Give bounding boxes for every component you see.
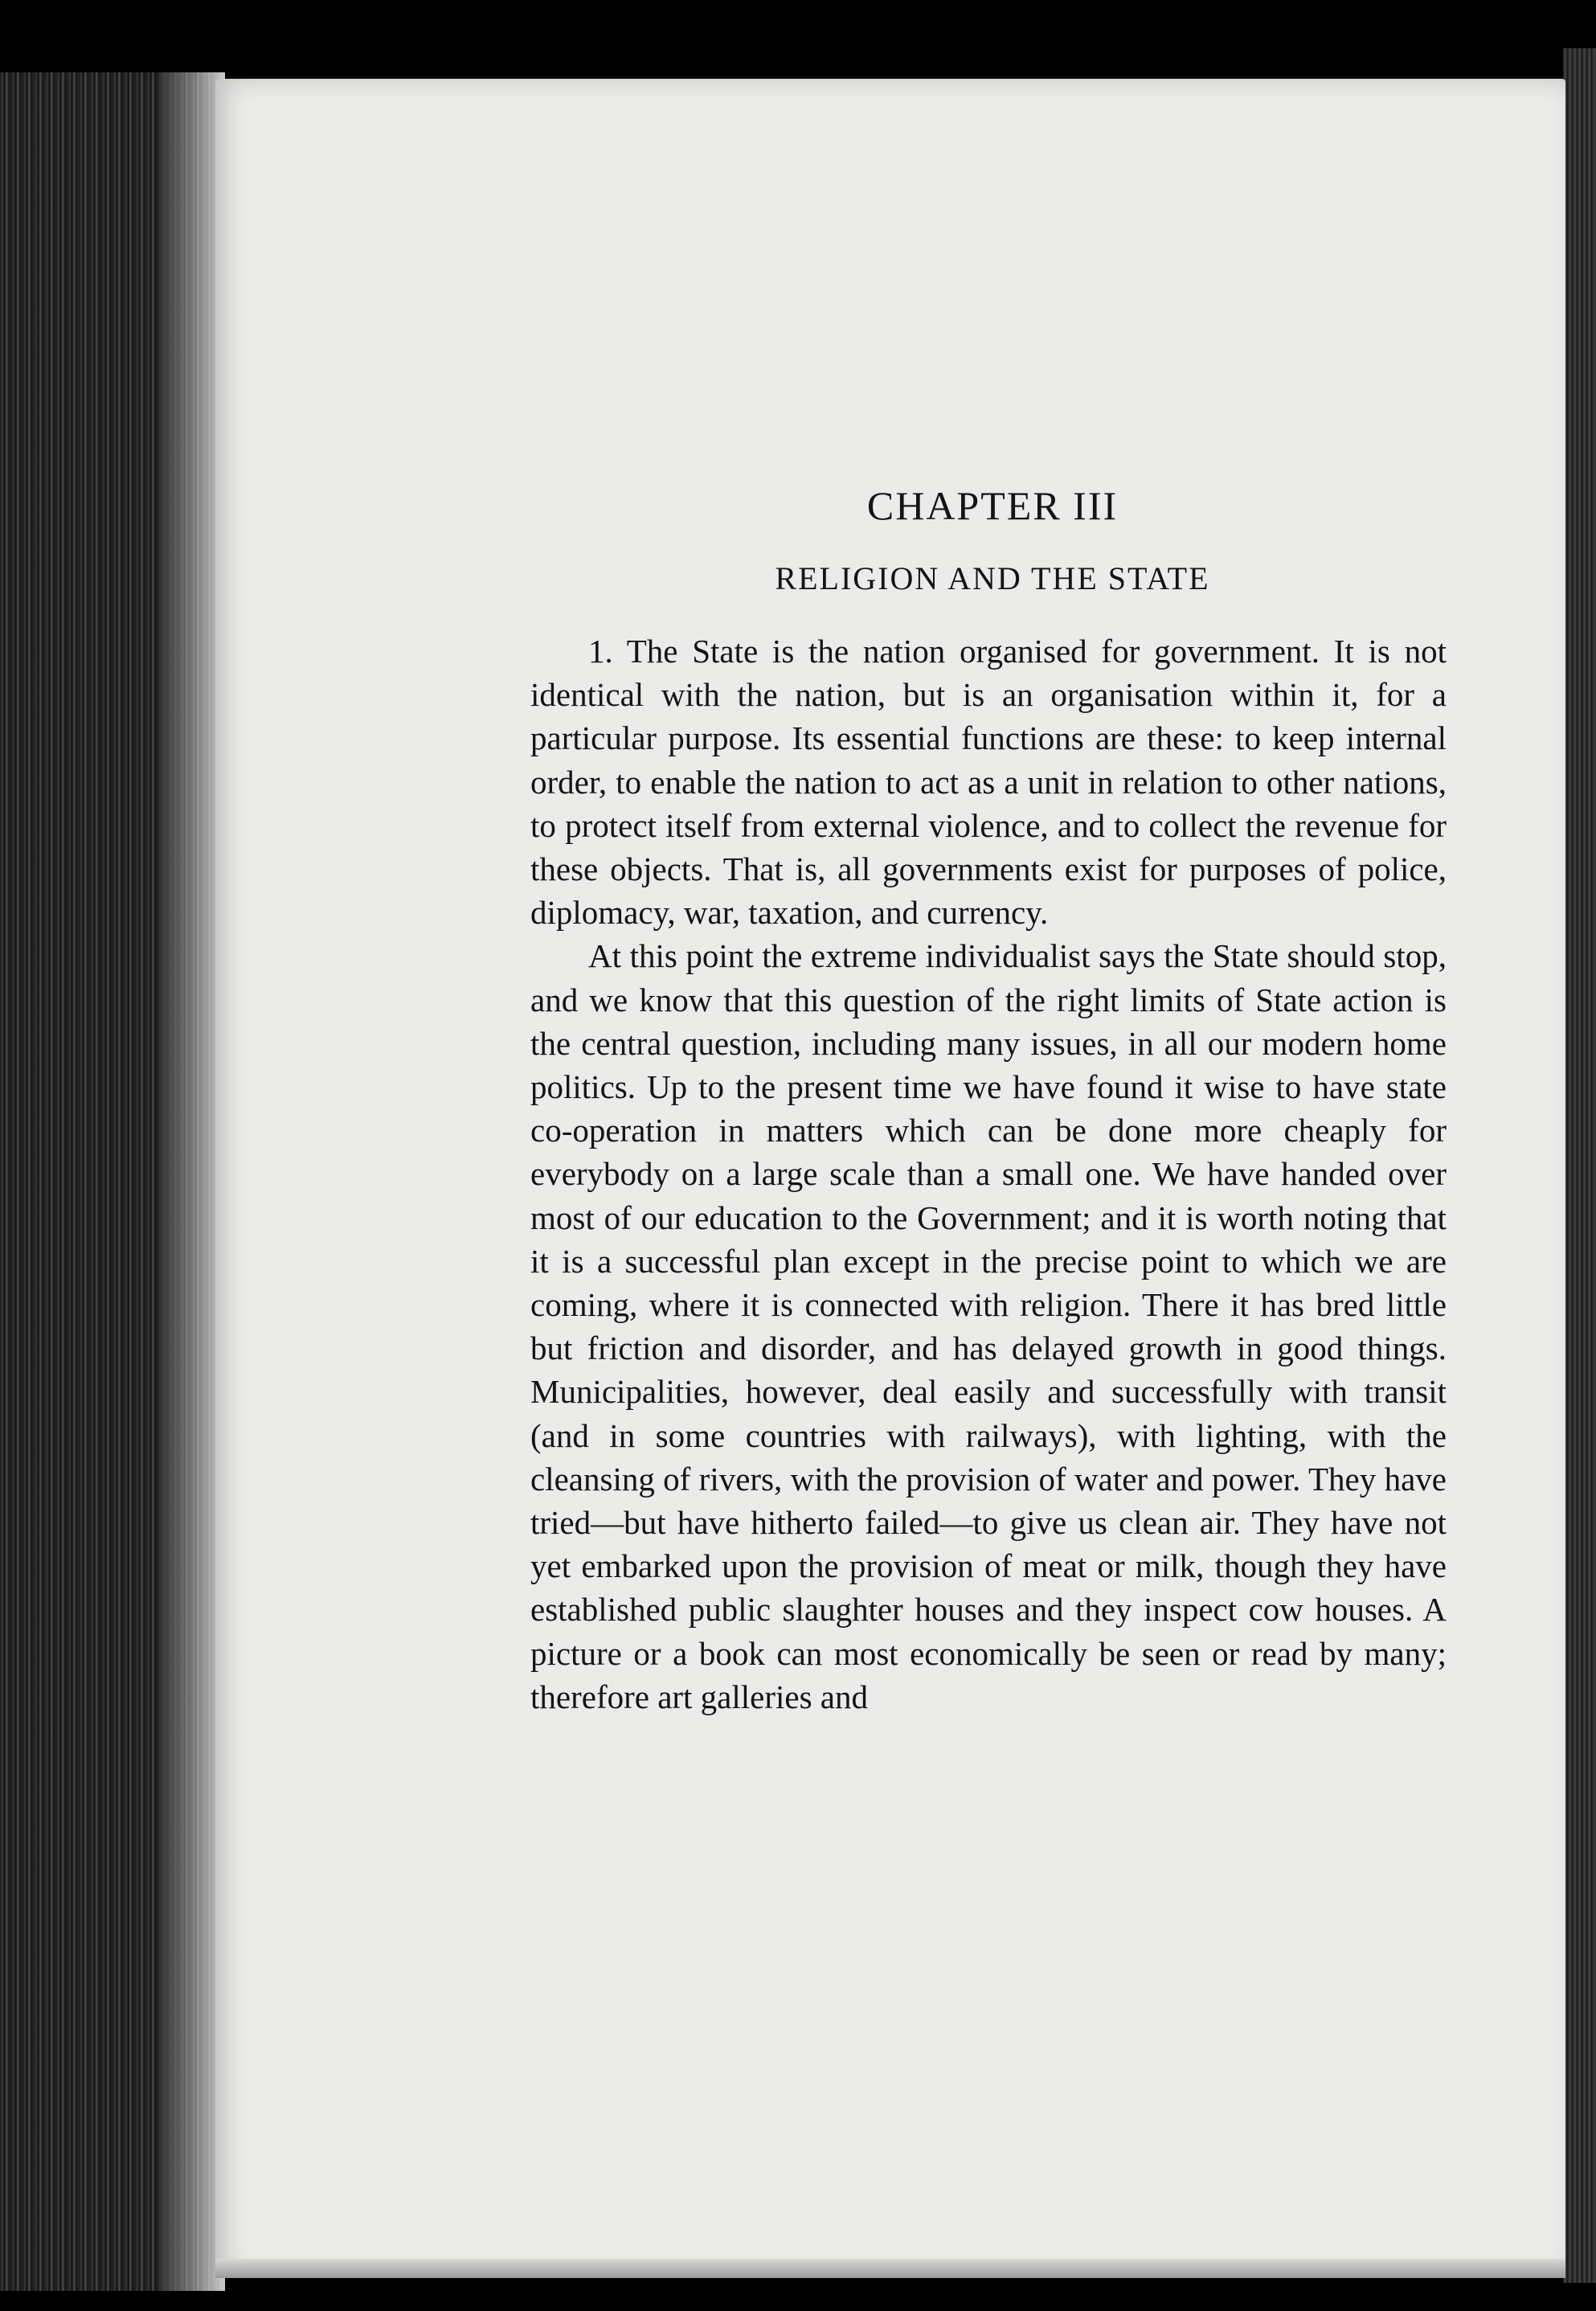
paragraph-1 <box>530 629 1447 934</box>
book-right-edge <box>1563 48 1596 2283</box>
paragraph-text: At this point the extreme individualist says the State should stop, and we know that this question of the right limits of State action is the central question, including many issues, in all our modern home politics. Up to the present time we have found it wise to have state co-operation in matters which can be done more cheaply for everybody on a large scale than a small one. We have handed over most of our education to the Government; and it is worth noting that it is a successful plan except in the precise point to which we are coming, where it is connected with religion. There it has bred little but friction and disorder, and has delayed growth in good things. Municipalities, however, deal easily and successfully with transit (and in some countries with railways), with lighting, with the cleansing of rivers, with the provision of water and power. They have tried—but have hitherto failed—to give us clean air. They have not yet embarked upon the provision of meat or milk, though they have established public slaughter houses and they inspect cow houses. A picture or a book can most economically be seen or read by many; therefore art galleries and <box>530 937 1447 1715</box>
page-content <box>530 482 1447 1719</box>
page-bottom-edge <box>215 2259 1565 2278</box>
book-page-stack-edge <box>0 72 225 2291</box>
chapter-title: RELIGION AND THE STATE <box>775 560 1210 596</box>
paragraph-2 <box>530 934 1447 1719</box>
chapter-heading: CHAPTER III <box>866 483 1119 528</box>
paragraph-text: The State is the nation organised for government. It is not identical with the nation, but is an organisation within it, for a particular purpose. Its essential functions are these: to keep internal order, to enable the nation to act as a unit in relation to other nations, to protect itself from external violence, and to collect the revenue for these objects. That is, all governments exist for purposes of police, diplomacy, war, taxation, and currency. <box>530 633 1447 932</box>
paragraph-number: 1. <box>588 633 613 670</box>
